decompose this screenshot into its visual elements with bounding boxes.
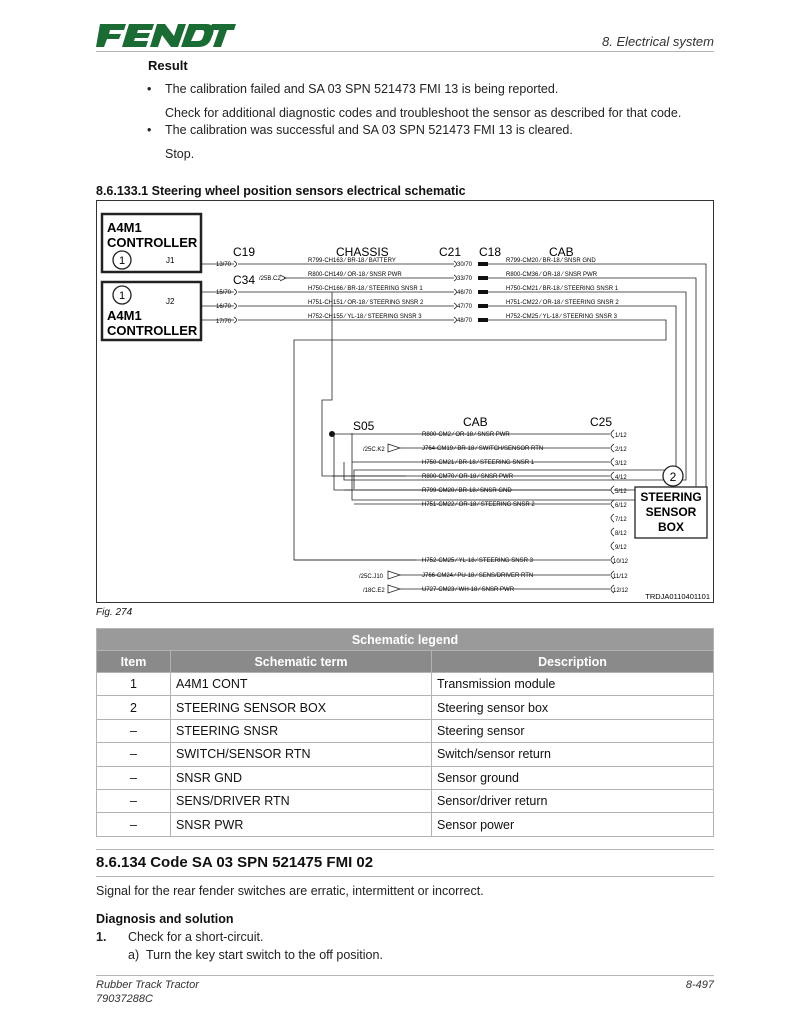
result-bullet-2-followup: Stop.	[165, 147, 195, 161]
controller-j1-item: 1	[118, 255, 126, 267]
ref-18c-e2: /18C.E2	[363, 588, 385, 594]
steering-sensor-schematic	[96, 200, 714, 603]
c25-pin-1: 1/12	[615, 433, 627, 439]
c19-pin-15: 15/70	[216, 290, 232, 296]
connector-c19: C19	[233, 245, 256, 259]
step-1a-text: Turn the key start switch to the off position.	[146, 948, 383, 962]
step-1-text: Check for a short-circuit.	[128, 930, 264, 944]
c19-pin-16: 16/70	[216, 304, 232, 310]
connector-chassis: CHASSIS	[336, 245, 389, 259]
legend-cell-description: Switch/sensor return	[432, 743, 714, 766]
legend-cell-item: –	[97, 766, 171, 789]
diagnosis-heading: Diagnosis and solution	[96, 912, 234, 926]
legend-col-item: Item	[97, 651, 171, 673]
c25-pin-10: 10/12	[613, 559, 629, 565]
lower-wire-1: R800-CM2 ⁄ OR-18 ⁄ SNSR PWR	[422, 432, 510, 438]
c25-pin-2: 2/12	[615, 447, 627, 453]
legend-cell-term: SNSR PWR	[171, 813, 432, 836]
legend-cell-term: A4M1 CONT	[171, 673, 432, 696]
upper-right-wire-1: R799-CM20 ⁄ BR-18 ⁄ SNSR GND	[506, 258, 596, 264]
sensor-box-line1: STEERING	[640, 490, 702, 504]
c25-pin-8: 8/12	[615, 531, 627, 537]
pin-j1: J1	[166, 256, 175, 265]
c19-pin-17: 17/70	[216, 319, 232, 325]
connector-c18: C18	[479, 245, 502, 259]
sensor-box-line3: BOX	[657, 520, 685, 534]
controller-j2-line2: CONTROLLER	[107, 323, 198, 338]
drawing-code: TRDJA0110401101	[645, 592, 710, 601]
fendt-logo	[96, 20, 236, 50]
table-row	[97, 673, 714, 696]
controller-j2-item: 1	[118, 290, 126, 302]
code-description: Signal for the rear fender switches are erratic, intermittent or incorrect.	[96, 884, 484, 898]
step-1-number: 1.	[96, 930, 107, 944]
code-section-title: 8.6.134 Code SA 03 SPN 521475 FMI 02	[96, 854, 374, 871]
table-row	[97, 766, 714, 789]
result-heading: Result	[148, 58, 188, 73]
lower-wire-8: J766-CM24 ⁄ PU-18 ⁄ SENS/DRIVER RTN	[422, 573, 534, 579]
ref-25b-c2: /25B.C2	[259, 276, 281, 282]
legend-col-term: Schematic term	[171, 651, 432, 673]
upper-right-wire-5: H752-CM25 ⁄ YL-18 ⁄ STEERING SNSR 3	[506, 314, 617, 320]
legend-cell-description: Sensor ground	[432, 766, 714, 789]
upper-right-wire-4: H751-CM22 ⁄ OR-18 ⁄ STEERING SNSR 2	[506, 300, 619, 306]
sensor-box-line2: SENSOR	[645, 505, 697, 519]
controller-j1-line1: A4M1	[107, 220, 142, 235]
result-bullet-1-followup: Check for additional diagnostic codes and troubleshoot the sensor as described for that code.	[165, 106, 682, 120]
legend-cell-description: Transmission module	[432, 673, 714, 696]
legend-cell-term: STEERING SNSR	[171, 719, 432, 742]
c21-pin-46: 46/70	[457, 290, 473, 296]
connector-cab-low: CAB	[463, 415, 488, 429]
legend-cell-item: –	[97, 719, 171, 742]
lower-wire-7: H752-CM25 ⁄ YL-18 ⁄ STEERING SNSR 3	[422, 558, 533, 564]
c25-pin-11: 11/12	[613, 574, 628, 580]
ref-25c-k2: /25C.K2	[363, 447, 385, 453]
legend-cell-description: Steering sensor box	[432, 696, 714, 719]
c19-pin-13: 13/70	[216, 262, 232, 268]
footer-page-number: 8-497	[685, 979, 714, 991]
section-rule-bottom	[96, 876, 714, 877]
legend-cell-term: STEERING SENSOR BOX	[171, 696, 432, 719]
upper-left-wire-2: R800-CH149 ⁄ OR-18 ⁄ SNSR PWR	[308, 272, 402, 278]
schematic-legend-table	[96, 628, 714, 837]
subsection-title: 8.6.133.1 Steering wheel position sensors electrical schematic	[96, 184, 466, 198]
c21-pin-33: 33/70	[457, 276, 473, 282]
upper-left-wire-1: R799-CH163 ⁄ BR-18 ⁄ BATTERY	[308, 258, 396, 264]
connector-c21: C21	[439, 245, 462, 259]
footer-rule	[96, 975, 714, 976]
c25-pin-3: 3/12	[615, 461, 627, 467]
legend-cell-term: SWITCH/SENSOR RTN	[171, 743, 432, 766]
ref-25c-j10: /25C.J10	[359, 574, 384, 580]
controller-j1-line2: CONTROLLER	[107, 235, 198, 250]
legend-cell-item: –	[97, 743, 171, 766]
upper-left-wire-3: H750-CH166 ⁄ BR-18 ⁄ STEERING SNSR 1	[308, 286, 423, 292]
c21-pin-47: 47/70	[457, 304, 473, 310]
c25-pin-4: 4/12	[615, 475, 627, 481]
result-bullet-2: • The calibration was successful and SA 03 SPN 521473 FMI 13 is cleared.	[165, 123, 573, 137]
lower-wire-9: U727-CM23 ⁄ WH-18 ⁄ SNSR PWR	[422, 587, 515, 593]
c25-pin-6: 6/12	[615, 503, 627, 509]
upper-left-wire-4: H751-CH151 ⁄ OR-18 ⁄ STEERING SNSR 2	[308, 300, 424, 306]
connector-c25: C25	[590, 415, 613, 429]
legend-cell-item: –	[97, 789, 171, 812]
legend-cell-term: SNSR GND	[171, 766, 432, 789]
legend-cell-item: 2	[97, 696, 171, 719]
sensor-box-item: 2	[669, 470, 677, 484]
c21-pin-30: 30/70	[457, 262, 473, 268]
lower-wire-4: R800-CM70 ⁄ OR-18 ⁄ SNSR PWR	[422, 474, 514, 480]
lower-wire-6: H751-CM22 ⁄ OR-18 ⁄ STEERING SNSR 2	[422, 502, 535, 508]
table-row	[97, 743, 714, 766]
legend-cell-item: –	[97, 813, 171, 836]
table-row	[97, 813, 714, 836]
c25-pin-12: 12/12	[613, 588, 629, 594]
upper-right-wire-2: R800-CM36 ⁄ OR-18 ⁄ SNSR PWR	[506, 272, 598, 278]
figure-caption: Fig. 274	[96, 607, 133, 618]
section-tag: 8. Electrical system	[602, 34, 714, 49]
legend-col-description: Description	[432, 651, 714, 673]
connector-s05: S05	[353, 419, 375, 433]
result-bullet-1: • The calibration failed and SA 03 SPN 521473 FMI 13 is being reported.	[165, 82, 558, 96]
upper-right-wire-3: H750-CM21 ⁄ BR-18 ⁄ STEERING SNSR 1	[506, 286, 619, 292]
legend-title: Schematic legend	[97, 629, 714, 651]
connector-cab-top: CAB	[549, 245, 574, 259]
table-row	[97, 719, 714, 742]
footer-product: Rubber Track Tractor	[96, 979, 199, 991]
c25-pin-7: 7/12	[615, 517, 627, 523]
c25-pin-9: 9/12	[615, 545, 627, 551]
connector-c34: C34	[233, 273, 256, 287]
legend-cell-description: Steering sensor	[432, 719, 714, 742]
header-rule	[96, 51, 714, 52]
legend-cell-term: SENS/DRIVER RTN	[171, 789, 432, 812]
legend-cell-description: Sensor power	[432, 813, 714, 836]
table-row	[97, 789, 714, 812]
lower-wire-3: H750-CM21 ⁄ BR-18 ⁄ STEERING SNSR 1	[422, 460, 535, 466]
lower-wire-2: J764-CM19 ⁄ BR-18 ⁄ SWITCH/SENSOR RTN	[422, 446, 544, 452]
legend-cell-description: Sensor/driver return	[432, 789, 714, 812]
controller-j2-line1: A4M1	[107, 308, 142, 323]
pin-j2: J2	[166, 297, 175, 306]
section-rule-top	[96, 849, 714, 850]
c21-pin-48: 48/70	[457, 318, 473, 324]
footer-doc-number: 79037288C	[96, 993, 153, 1005]
c25-pin-5: 5/12	[615, 489, 627, 495]
step-1a-letter: a)	[128, 948, 140, 962]
lower-wire-5: R799-CM20 ⁄ BR-18 ⁄ SNSR GND	[422, 488, 512, 494]
legend-cell-item: 1	[97, 673, 171, 696]
table-row	[97, 696, 714, 719]
upper-left-wire-5: H752-CH155 ⁄ YL-18 ⁄ STEERING SNSR 3	[308, 314, 422, 320]
